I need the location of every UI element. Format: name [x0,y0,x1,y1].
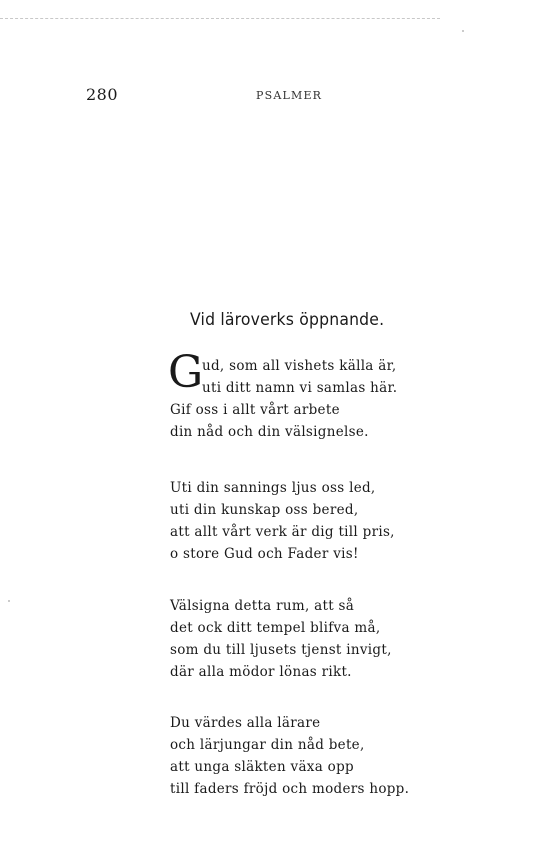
stanza-3 [170,595,392,683]
top-edge-rule [0,18,440,19]
poem-line: det ock ditt tempel blifva må, [170,620,381,636]
poem-line: att allt vårt verk är dig till pris, [170,524,395,540]
poem-line: att unga släkten växa opp [170,759,354,775]
poem-line: Uti din sannings ljus oss led, [170,480,376,496]
drop-cap: G [168,347,204,398]
poem-line: Du värdes alla lärare [170,715,321,731]
poem-line: och lärjungar din nåd bete, [170,737,365,753]
page-number: 280 [86,85,119,104]
poem-line: som du till ljusets tjenst invigt, [170,642,392,658]
stanza-2 [170,477,395,565]
poem-line: där alla mödor lönas rikt. [170,664,352,680]
poem-line: uti din kunskap oss bered, [170,502,359,518]
poem-line: uti ditt namn vi samlas här. [202,380,398,396]
poem-line: Gif oss i allt vårt arbete [170,402,340,418]
poem-line: o store Gud och Fader vis! [170,546,359,562]
paper-speck [8,600,10,602]
poem-line: Välsigna detta rum, att så [170,598,355,614]
poem-title: Vid läroverks öppnande. [190,310,385,330]
paper-speck [462,30,464,32]
poem-line: ud, som all vishets källa är, [202,358,397,374]
poem-line: din nåd och din välsignelse. [170,424,369,440]
running-title: PSALMER [256,89,323,102]
stanza-4 [170,712,409,800]
poem-line: till faders fröjd och moders hopp. [170,781,410,797]
stanza-1 [168,347,398,443]
